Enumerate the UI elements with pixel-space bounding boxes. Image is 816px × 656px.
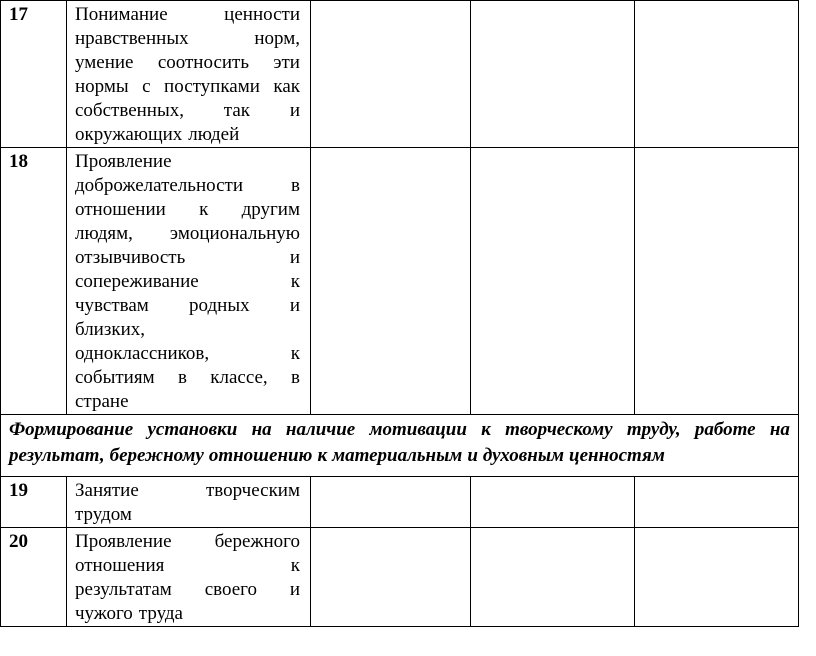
- description-word: отношения: [75, 555, 165, 576]
- empty-cell: [471, 1, 635, 148]
- description-word: в: [177, 367, 187, 388]
- description-word: соотносить: [157, 52, 250, 73]
- description-word: Занятие: [75, 480, 139, 501]
- description-word: нравственных: [75, 28, 189, 49]
- table-row: [1, 148, 799, 415]
- section-heading-word: работе: [694, 419, 756, 440]
- empty-cell: [311, 477, 471, 528]
- description-word: умение: [75, 52, 134, 73]
- description-word: творческим: [206, 480, 300, 501]
- description-line: [75, 554, 300, 578]
- description-line: [75, 578, 300, 602]
- description-word: доброжелательности: [75, 175, 244, 196]
- section-heading-word: результат,: [9, 445, 105, 466]
- empty-cell: [635, 148, 799, 415]
- description-word: и: [289, 295, 300, 316]
- description-word: ценности: [224, 4, 300, 25]
- description-word: в: [291, 175, 300, 196]
- description-word: отзывчивость: [75, 247, 186, 268]
- section-heading-word: установки: [147, 419, 238, 440]
- description-line: [75, 530, 300, 554]
- description-word: другим: [241, 199, 300, 220]
- description-word: как: [273, 76, 300, 97]
- description-line: [75, 27, 300, 51]
- description-word: к: [290, 271, 300, 292]
- description-word: к: [290, 343, 300, 364]
- description-line: [75, 222, 300, 246]
- description-word: сопереживание: [75, 271, 199, 292]
- empty-cell: [471, 148, 635, 415]
- description-line: [75, 602, 300, 626]
- empty-cell: [635, 477, 799, 528]
- description-line: [75, 123, 300, 147]
- section-heading-word: к: [317, 445, 328, 466]
- description-word: с: [142, 76, 151, 97]
- description-word: людей: [188, 124, 240, 145]
- description-word: норм,: [254, 28, 300, 49]
- description-line: [75, 3, 300, 27]
- description-line: [75, 366, 300, 390]
- table-row: [1, 1, 799, 148]
- row-description: [67, 528, 311, 627]
- description-line: [75, 342, 300, 366]
- description-word: Проявление: [75, 151, 172, 172]
- empty-cell: [311, 528, 471, 627]
- description-line: [75, 174, 300, 198]
- section-heading-word: наличие: [285, 419, 356, 440]
- section-heading-word: и: [467, 445, 478, 466]
- description-word: и: [289, 579, 300, 600]
- description-word: чужого: [75, 603, 133, 624]
- table-row: [1, 477, 799, 528]
- description-line: [75, 99, 300, 123]
- description-word: результатам: [75, 579, 172, 600]
- description-word: классе,: [210, 367, 268, 388]
- description-word: окружающих: [75, 124, 183, 145]
- description-word: родных: [189, 295, 250, 316]
- description-word: близких,: [75, 319, 145, 340]
- section-row: [1, 415, 799, 477]
- description-word: трудом: [75, 504, 132, 525]
- description-word: одноклассников,: [75, 343, 210, 364]
- row-description: [67, 477, 311, 528]
- description-line: [75, 51, 300, 75]
- section-heading-word: на: [251, 419, 272, 440]
- section-heading: [1, 415, 799, 477]
- description-word: труда: [138, 603, 183, 624]
- description-line: [75, 503, 300, 527]
- description-word: так: [223, 100, 250, 121]
- row-number: 19: [1, 477, 67, 528]
- description-word: бережного: [214, 531, 300, 552]
- description-line: [75, 198, 300, 222]
- description-word: эти: [273, 52, 300, 73]
- description-word: стране: [75, 391, 129, 412]
- section-heading-word: духовным: [482, 445, 565, 466]
- description-word: и: [289, 100, 300, 121]
- section-heading-word: отношению: [208, 445, 313, 466]
- section-heading-word: к: [481, 419, 491, 440]
- description-line: [75, 270, 300, 294]
- row-number: 18: [1, 148, 67, 415]
- table-row: [1, 528, 799, 627]
- description-word: поступками: [164, 76, 260, 97]
- section-heading-word: труду,: [626, 419, 681, 440]
- description-word: эмоциональную: [169, 223, 300, 244]
- empty-cell: [471, 477, 635, 528]
- row-description: [67, 1, 311, 148]
- description-word: Понимание: [75, 4, 168, 25]
- description-line: [75, 75, 300, 99]
- empty-cell: [635, 528, 799, 627]
- section-heading-word: бережному: [109, 445, 204, 466]
- section-heading-word: творческому: [505, 419, 613, 440]
- section-heading-word: материальным: [332, 445, 463, 466]
- description-line: [75, 479, 300, 503]
- section-heading-word: мотивации: [369, 419, 467, 440]
- section-heading-word: ценностям: [569, 445, 665, 466]
- description-word: событиям: [75, 367, 155, 388]
- description-word: и: [289, 247, 300, 268]
- description-word: чувствам: [75, 295, 149, 316]
- description-word: к: [290, 555, 300, 576]
- section-heading-word: Формирование: [9, 419, 134, 440]
- empty-cell: [311, 1, 471, 148]
- description-word: своего: [204, 579, 257, 600]
- description-line: [75, 246, 300, 270]
- empty-cell: [311, 148, 471, 415]
- section-heading-line: [9, 443, 790, 469]
- description-word: к: [199, 199, 209, 220]
- description-word: собственных,: [75, 100, 184, 121]
- description-word: Проявление: [75, 531, 172, 552]
- description-word: в: [291, 367, 300, 388]
- section-heading-line: [9, 417, 790, 443]
- description-word: отношении: [75, 199, 166, 220]
- row-description: [67, 148, 311, 415]
- empty-cell: [471, 528, 635, 627]
- description-word: нормы: [75, 76, 129, 97]
- description-line: [75, 390, 300, 414]
- description-word: людям,: [75, 223, 133, 244]
- description-line: [75, 318, 300, 342]
- section-heading-word: на: [769, 419, 790, 440]
- empty-cell: [635, 1, 799, 148]
- row-number: 20: [1, 528, 67, 627]
- row-number: 17: [1, 1, 67, 148]
- description-line: [75, 294, 300, 318]
- description-line: [75, 150, 300, 174]
